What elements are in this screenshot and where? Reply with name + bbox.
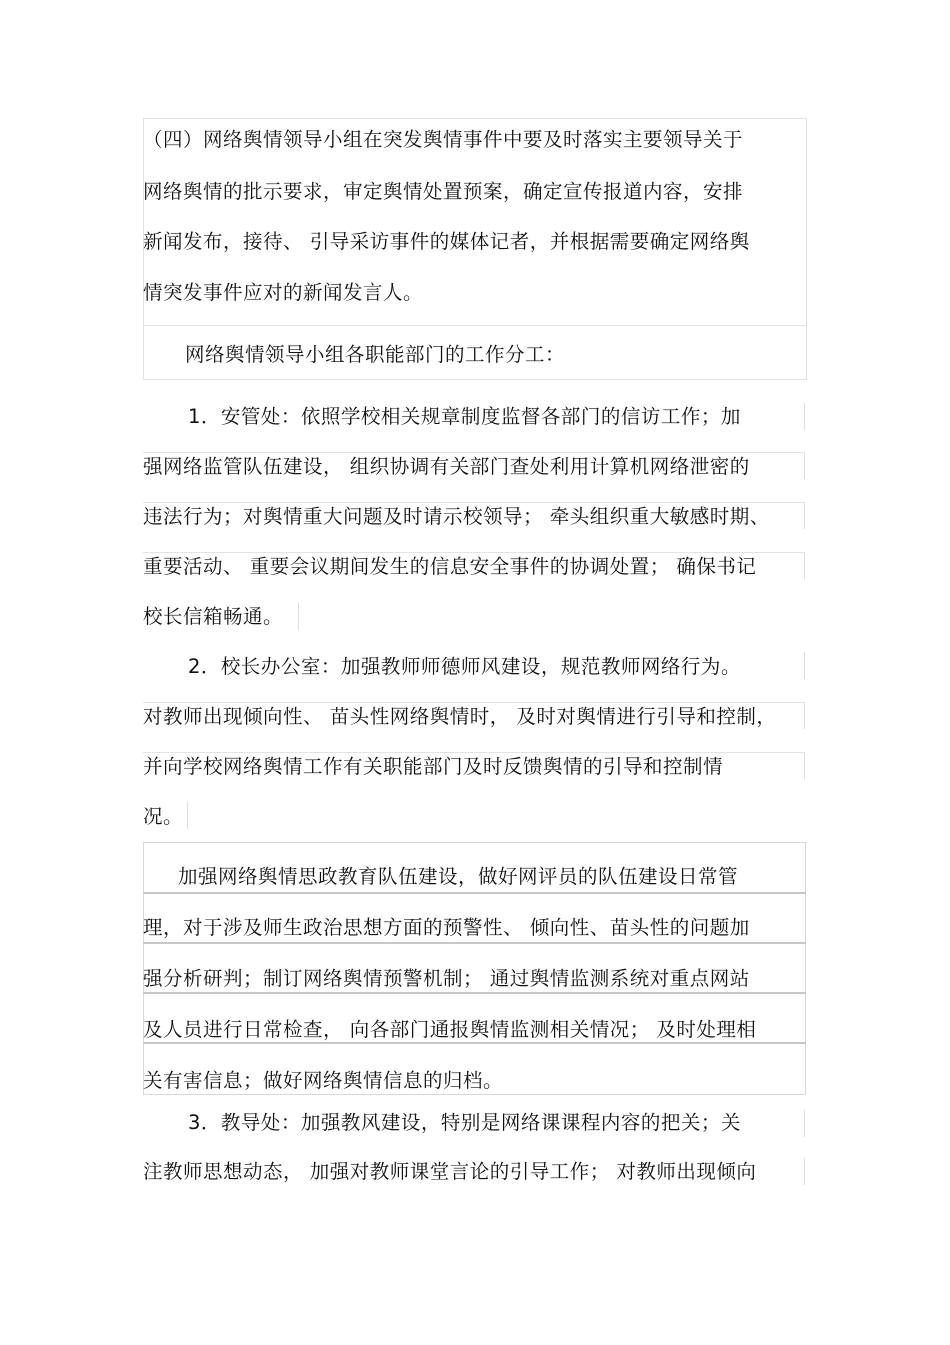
divider-line: [143, 452, 805, 453]
divider-line: [143, 892, 806, 894]
text-line: 校长信箱畅通。: [143, 605, 284, 628]
divider-line: [143, 325, 807, 326]
right-border: [804, 1110, 805, 1137]
right-border: [804, 502, 805, 529]
divider-line: [143, 502, 805, 503]
text-line: 重要活动、 重要会议期间发生的信息安全事件的协调处置； 确保书记: [143, 555, 757, 578]
right-border: [804, 403, 805, 430]
text-line: 3．教导处：加强教风建设，特别是网络课课程内容的把关；关: [188, 1111, 741, 1134]
divider-line: [143, 942, 806, 944]
text-line: 1．安管处：依照学校相关规章制度监督各部门的信访工作；加: [188, 405, 741, 428]
divider-line: [143, 552, 805, 553]
right-border: [804, 552, 805, 579]
right-border: [804, 652, 805, 679]
divider-line: [143, 702, 805, 703]
text-line: 违法行为；对舆情重大问题及时请示校领导； 牵头组织重大敏感时期、: [143, 505, 770, 528]
text-line: 情突发事件应对的新闻发言人。: [143, 281, 424, 304]
text-line: 新闻发布，接待、 引导采访事件的媒体记者，并根据需要确定网络舆: [143, 230, 750, 253]
divider-line: [143, 752, 805, 753]
text-line: 网络舆情领导小组各职能部门的工作分工：: [185, 343, 566, 366]
text-line: 及人员进行日常检查， 向各部门通报舆情监测相关情况； 及时处理相: [143, 1018, 757, 1041]
right-border: [298, 603, 299, 630]
text-line: 并向学校网络舆情工作有关职能部门及时反馈舆情的引导和控制情: [143, 755, 724, 778]
text-line: 注教师思想动态， 加强对教师课堂言论的引导工作； 对教师出现倾向: [143, 1160, 757, 1183]
right-border: [804, 1158, 805, 1185]
text-line: 对教师出现倾向性、 苗头性网络舆情时， 及时对舆情进行引导和控制，: [143, 705, 777, 728]
text-line: 强网络监管队伍建设， 组织协调有关部门查处利用计算机网络泄密的: [143, 455, 750, 478]
text-line: 况。: [143, 805, 184, 828]
text-line: 2．校长办公室：加强教师师德师风建设，规范教师网络行为。: [188, 655, 741, 678]
right-border: [804, 702, 805, 729]
text-line: （四）网络舆情领导小组在突发舆情事件中要及时落实主要领导关于: [143, 128, 744, 151]
divider-line: [143, 992, 806, 994]
text-line: 网络舆情的批示要求，审定舆情处置预案，确定宣传报道内容，安排: [143, 180, 744, 203]
text-line: 关有害信息；做好网络舆情信息的归档。: [143, 1069, 504, 1092]
right-border: [804, 752, 805, 779]
right-border: [804, 452, 805, 479]
text-line: 理，对于涉及师生政治思想方面的预警性、 倾向性、苗头性的问题加: [143, 916, 750, 939]
text-line: 强分析研判；制订网络舆情预警机制； 通过舆情监测系统对重点网站: [143, 967, 750, 990]
text-line: 加强网络舆情思政教育队伍建设，做好网评员的队伍建设日常管: [178, 865, 739, 888]
right-border: [187, 802, 188, 829]
